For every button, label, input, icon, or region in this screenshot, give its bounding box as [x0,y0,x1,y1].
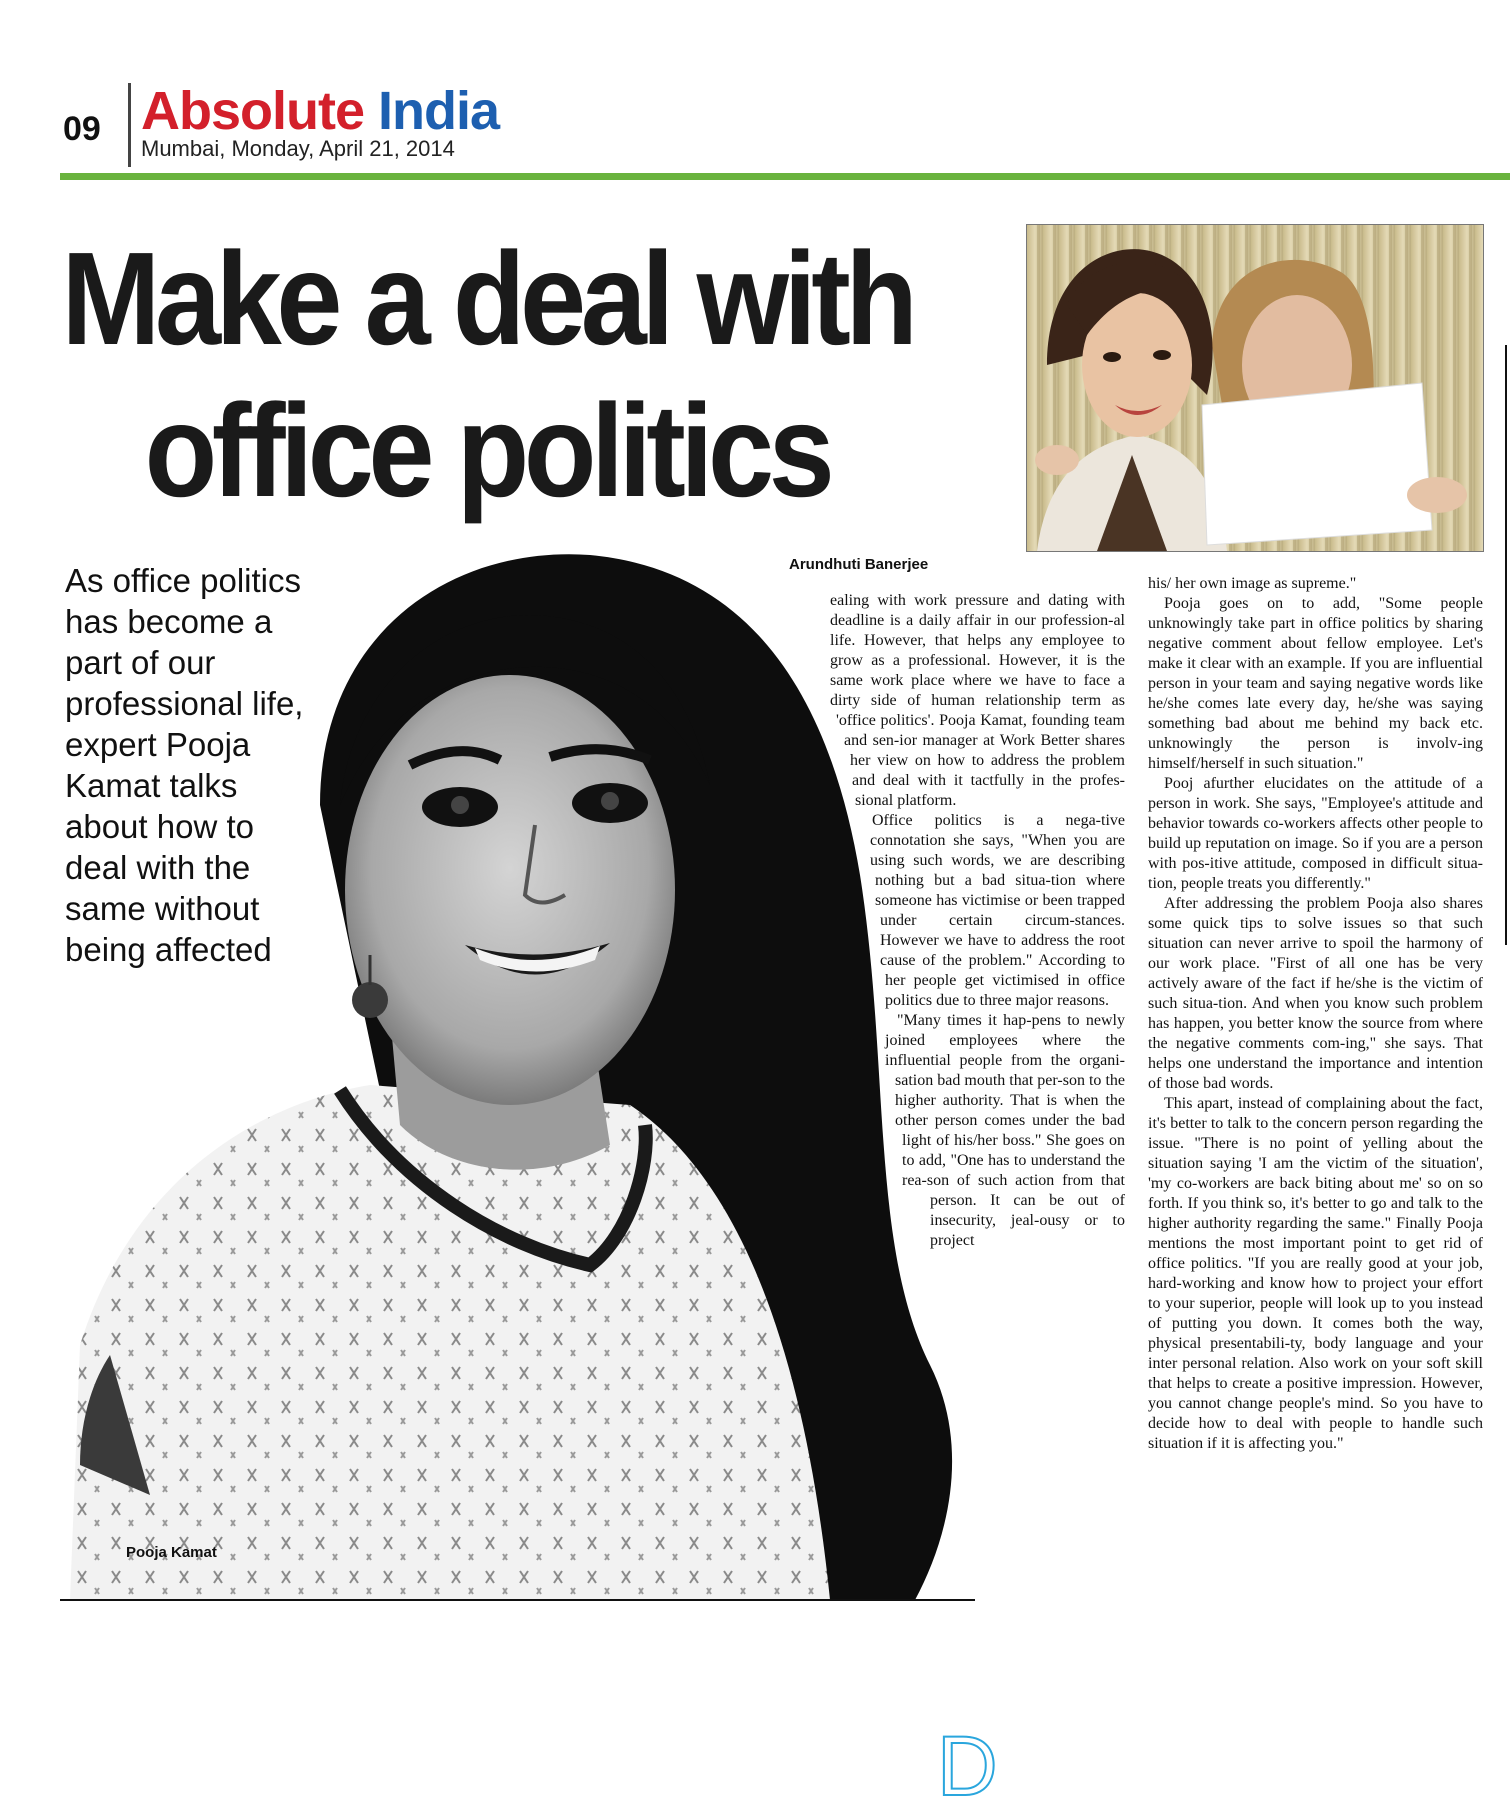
byline: Arundhuti Banerjee [789,556,929,573]
headline-line-2: office politics [144,377,830,524]
body-column-2 [1148,574,1483,1454]
page-edge-mark [1505,345,1507,945]
body-column-1 [830,591,1125,1813]
standfirst: As office politics has become a part of our professional life, expert Pooja Kamat talks about how to deal with the same without being affected [65,562,304,968]
masthead-divider [128,83,131,167]
logo-word-absolute: Absolute [141,81,365,141]
paragraph: ealing with work pressure and dating with deadline is a daily affair in our profession-al life. However, that helps any employee to grow as a professional. However, it is the same work place where we have to face a dirty side of human relationship term as 'office politics'. Pooja Kamat, founding team and sen-ior manager at Work Better shares her view on how to address the problem and deal with it tactfully in the profes-sional platform. [830,592,1125,809]
paragraph: Pooj afurther elucidates on the attitude of a person in work. She says, "Employee's attitude and behavior towards co-workers affects other people to build up reputation on image. So if you are a person with pos-itive attitude, composed in difficult situa-tion, people treats you differently." [1148,775,1483,892]
newspaper-logo [141,80,499,142]
paragraph: his/ her own image as supreme." [1148,575,1357,592]
drop-cap: D [937,1719,998,1813]
headline-line-1: Make a deal with [61,225,913,372]
logo-word-india: India [378,81,500,141]
paragraph: After addressing the problem Pooja also shares some quick tips to solve issues so that such situation can never arrive to spoil the harmony of our work place. "First of all one has be very actively aware of the fact if he/she is the victim of such situa-tion. And when you know such problem has happen, you better know the source from where the negative comments com-ing," she says. That helps one understand the importance and intention of those bad words. [1148,895,1483,1092]
dateline: Mumbai, Monday, April 21, 2014 [141,136,455,161]
paragraph: Office politics is a nega-tive connotation she says, "When you are using such words, we are describing nothing but a bad situa-tion where someone has victimise or been trapped under certain circum-stances. However we have to address the root cause of the problem." According to her people get victimised in office politics due to three major reasons. [870,812,1125,1009]
paragraph: This apart, instead of complaining about the fact, it's better to talk to the concern person regarding the issue. "There is no point of yelling about the situation saying 'I am the victim of the situation', 'my co-workers are back biting about me' so on so forth. If you think so, it's better to go and talk to the higher authority regarding the same." Finally Pooja mentions the most important point to get rid of office politics. "If you are really good at your job, hard-working and know how to project your effort to your superior, people will look up to you instead of putting you down. It comes both the way, physical presentabili-ty, body language and your inter personal relation. Also work on your soft skill that helps to create a positive impression. However, you cannot change people's mind. So you have to decide how to deal with people to handle such situation if it is affecting you." [1148,1095,1483,1452]
headline [55,223,919,527]
stock-photo-illustration [1027,225,1483,551]
paragraph: "Many times it hap-pens to newly joined employees where the influential people from the organi-sation bad mouth that per-son to the higher authority. That is when the other person comes under the bad light of his/her boss." She goes on to add, "One has to understand the rea-son of such action from that person. It can be out of insecurity, jeal-ousy or to project [885,1012,1125,1249]
stock-photo [1026,224,1484,552]
page-number: 09 [63,110,101,148]
paragraph: Pooja goes on to add, "Some people unknowingly take part in office politics by sharing negative comment about fellow employee. Let's make it clear with an example. If you are influential person in your team and saying negative words like he/she comes late every day, he/she was saying something bad about me behind my back etc. unknowingly the person is involv-ing himself/herself in such situation." [1148,595,1483,772]
photo-caption: Pooja Kamat [126,1544,217,1561]
header-rule [60,173,1510,180]
